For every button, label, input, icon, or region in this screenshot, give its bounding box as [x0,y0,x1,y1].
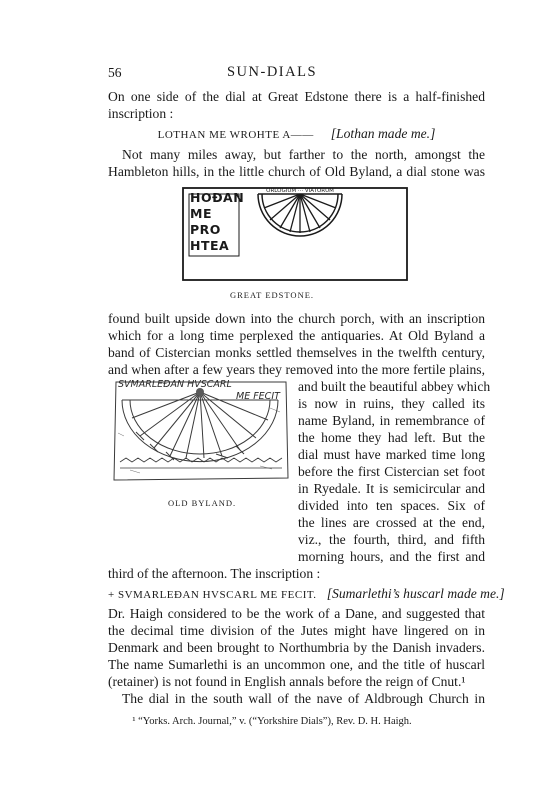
inscription-original: + SVMARLEÐAN HVSCARL ME FECIT. [108,589,317,601]
text-line: in Ryedale. It is semicircular and [298,481,485,496]
text-line: is now in ruins, they called its [298,396,485,411]
text-line: divided into ten spaces. Six of [298,498,485,513]
carved-inscription-right: ME FECIT [236,391,280,402]
text-line: Not many miles away, but farther to the north, amongst the [122,147,485,162]
text-line: the lines are crossed at the end, [298,515,485,530]
text-line: which for a long time perplexed the antiquaries. At Old Byland a [108,328,485,343]
carved-inscription-top: SVMARLEÐAN HVSCARL [118,379,232,390]
inscription-translation: [Sumarlethi’s huscarl made me.] [326,586,505,601]
text-line: On one side of the dial at Great Edstone there is a half-finished [108,89,485,104]
text-line: before the first Cistercian set foot [298,464,485,479]
text-line: (retainer) is not found in English annals before the reign of Cnut.¹ [108,674,466,689]
text-line: found built upside down into the church porch, with an inscription [108,311,485,326]
inscription-line [108,585,505,604]
text-line: and built the beautiful abbey which [298,379,491,394]
text-line: The name Sumarlethi is an uncommon one, and the title of huscarl [108,657,485,672]
text-line: Hambleton hills, in the little church of Old Byland, a dial stone was [108,164,485,179]
carved-row: HOÐAN [190,190,245,205]
carved-inscription [190,190,245,254]
text-line: viz., the fourth, third, and fifth [298,532,485,547]
text-line: The dial in the south wall of the nave of Aldbrough Church in [122,691,485,706]
text-line: the decimal time division of the Jutes might have lingered on in [108,623,485,638]
text-line: inscription : [108,106,174,121]
text-line: morning hours, and the first and [298,549,485,564]
carved-row: ME PRO [190,206,221,237]
inscription-line [108,125,485,144]
running-title: SUN-DIALS [226,64,318,80]
text-line: Dr. Haigh considered to be the work of a Dane, and suggested that [108,606,485,621]
arc-inscription: ORLOGIUM ··· VIATORUM [266,188,334,194]
page-number: 56 [108,65,122,80]
text-line: third of the afternoon. The inscription : [108,566,321,581]
figure-caption: OLD BYLAND. [168,498,237,508]
text-line: Denmark and been brought to Northumbria by the Danish invaders. [108,640,485,655]
figure-caption: GREAT EDSTONE. [229,290,315,300]
text-line: dial must have marked time long [298,447,485,462]
inscription-original: LOTHAN ME WROHTE A—— [157,129,314,141]
inscription-translation: [Lothan made me.] [330,126,436,141]
text-line: and when after a few years they removed into the more fertile plains, [108,362,485,377]
carved-row: HTEA [190,238,230,253]
footnote: ¹ “Yorks. Arch. Journal,” v. (“Yorkshire Dials”), Rev. D. H. Haigh. [132,716,412,727]
text-line: the home they had left. But the [298,430,485,445]
text-line: name Byland, in remembrance of [298,413,485,428]
text-line: band of Cistercian monks settled themselves in the twelfth century, [108,345,485,360]
